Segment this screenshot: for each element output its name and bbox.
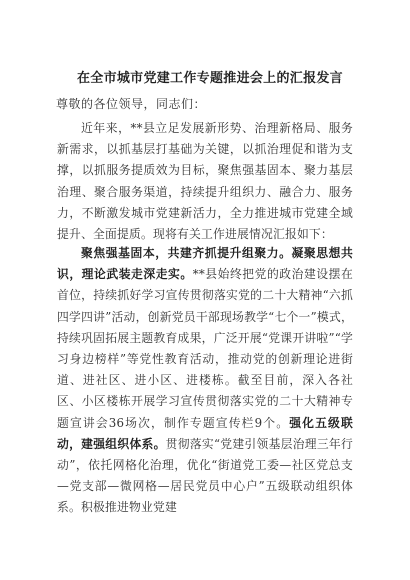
section-one-paragraph	[57, 243, 353, 519]
section-subheading: 强化五级联动，建强组织体系。	[57, 415, 353, 451]
section-heading: 聚焦强基固本，共建齐抓提升组聚力。凝聚思想共识，理论武装走深走实。	[57, 246, 353, 282]
section-body-text-continued: 贯彻落实“党建引领基层治理三年行动”，依托网格化治理，优化“街道党工委—社区党总支—党支部—微网格—居民党员中心户”五级联动组织体系。积极推进物业党建	[57, 436, 353, 515]
document-title: 在全市城市党建工作专题推进会上的汇报发言	[76, 71, 343, 86]
salutation: 尊敬的各位领导，同志们：	[56, 97, 207, 111]
intro-paragraph: 近年来，**县立足发展新形势、治理新格局、服务新需求，以抓基层打基础为关键，以抓治理促和谐为支撑，以抓服务提质效为目标，聚焦强基固本、聚力基层治理、聚合服务渠道，持续提升组织力、融合力、服务力，不断激发城市党建新活力，全力推进城市党建全域提升、全面提质。现将有关工作进展情况汇报如下：	[57, 121, 353, 242]
section-body-text: **县始终把党的政治建设摆在首位，持续抓好学习宣传贯彻落实党的二十大精神“六抓四学四讲”活动，创新党员干部现场教学“七个一”模式，持续巩固拓展主题教育成果，广泛开展“党课开讲啦”“学习身边榜样”等党性教育活动，推动党的创新理论进街道、进社区、进小区、进楼栋。截至目前，深入各社区、小区楼栋开展学习宣传贯彻落实党的二十大精神专题宣讲会36场次，制作专题宣传栏9个。	[57, 267, 353, 430]
